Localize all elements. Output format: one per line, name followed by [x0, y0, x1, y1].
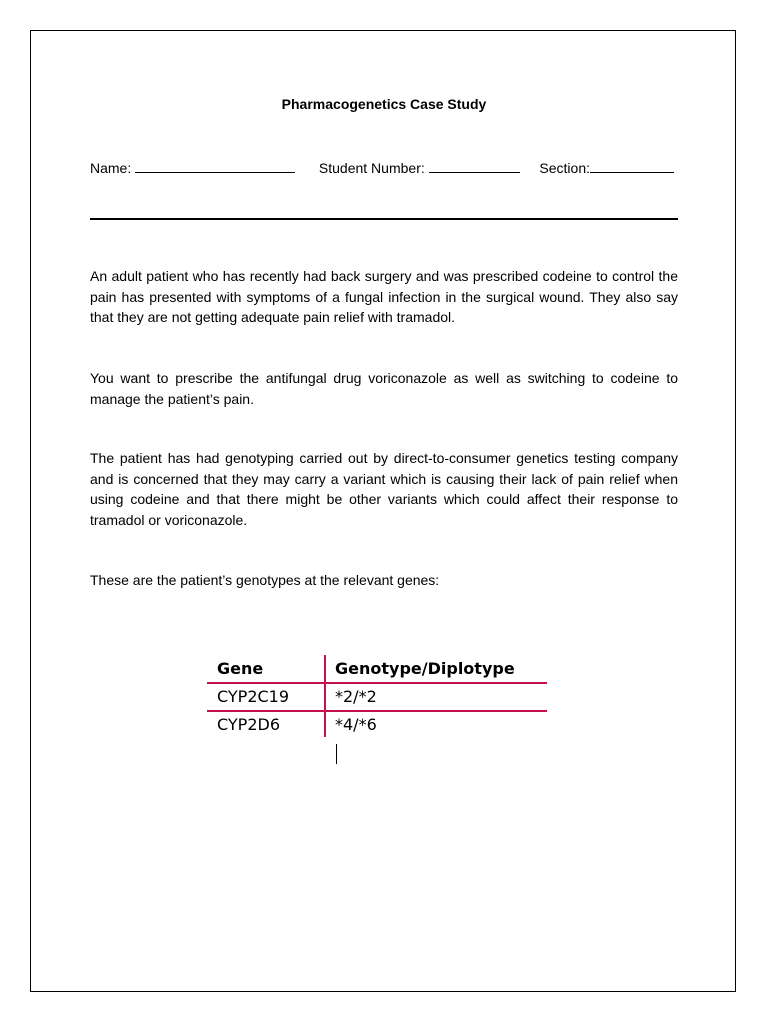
student-number-label: Student Number:	[318, 160, 425, 176]
paragraph-4: These are the patient’s genotypes at the relevant genes:	[90, 572, 440, 588]
header-genotype: Genotype/Diplotype	[335, 659, 515, 678]
gene-cell: CYP2D6	[217, 715, 280, 734]
paragraph-2: You want to prescribe the antifungal drug voriconazole as well as switching to codeine to manage the patient’s pain.	[90, 370, 678, 407]
student-info-fields	[90, 158, 678, 176]
header-divider	[90, 218, 678, 220]
name-blank[interactable]	[135, 158, 295, 173]
name-label: Name:	[90, 160, 132, 176]
genotype-cell-text: *4/*6	[335, 715, 377, 734]
table-column-divider	[324, 655, 326, 737]
paragraph-1: An adult patient who has recently had back surgery and was prescribed codeine to control the pain has presented with symptoms of a fungal infection in the surgical wound. They also say that they are not getting adequate pain relief with tramadol.	[90, 268, 678, 325]
paragraph-3: The patient has had genotyping carried out by direct-to-consumer genetics testing company and is concerned that they may carry a variant which is causing their lack of pain relief when using codeine and that there might be other variants which could affect their response to tramadol or voriconazole.	[90, 450, 678, 528]
document-title: Pharmacogenetics Case Study	[281, 96, 487, 112]
genotype-cell-active[interactable]	[335, 711, 377, 767]
gene-cell: CYP2C19	[217, 687, 290, 706]
section-label: Section:	[539, 160, 591, 176]
text-cursor	[336, 744, 337, 764]
genotype-cell: *2/*2	[335, 687, 377, 706]
student-number-blank[interactable]	[429, 158, 520, 173]
header-gene: Gene	[217, 659, 264, 678]
section-blank[interactable]	[590, 158, 674, 173]
